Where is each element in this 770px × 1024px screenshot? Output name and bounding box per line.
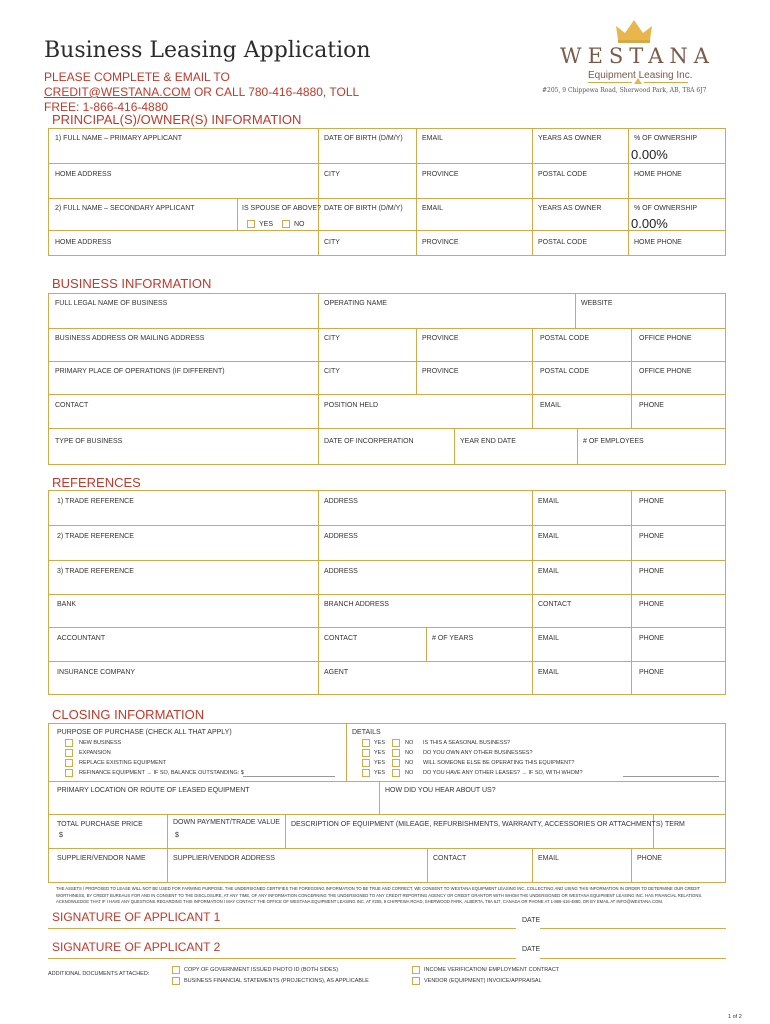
page-number: 1 of 2 [728, 1014, 742, 1020]
incorporation-date-label: DATE OF INCORPERATION [324, 438, 414, 445]
instructions-line-3: FREE: 1-866-416-4880 [44, 100, 169, 114]
signature-applicant-1-label: SIGNATURE OF APPLICANT 1 [52, 910, 221, 924]
spouse-yes-checkbox[interactable] [247, 220, 255, 228]
primary-province-label: PROVINCE [422, 171, 459, 178]
total-price-dollar: $ [59, 832, 63, 839]
signature-applicant-1-line[interactable] [48, 928, 516, 929]
additional-docs-label: ADDITIONAL DOCUMENTS ATTACHED: [48, 971, 150, 977]
insurance-label: INSURANCE COMPANY [57, 669, 136, 676]
expansion-label: EXPANSION [79, 750, 111, 756]
gov-id-checkbox[interactable] [172, 966, 180, 974]
consent-line-3: ACKNOWLEDGE THAT IF I HAVE ANY QUESTIONS REGARDING THIS INFORMATION I MAY CONTACT THE OFFICE OF WESTANA EQUIPMENT LEASING INC. AT #205, 9 CHIPPEWA ROAD, SHERWOOD PARK, ALBERTA, T8A 6J7, CANADA OR PHONE AT 1-866-416-4880, OR BY EMAIL AT INFO@WESTANA.COM. [56, 899, 664, 904]
supplier-contact-label: CONTACT [433, 855, 467, 862]
signature-2-date-line[interactable] [540, 958, 726, 959]
equipment-description-label: DESCRIPTION OF EQUIPMENT (MILEAGE, REFURBISHMENTS, WARRANTY, ACCESSORIES OR ATTACHMENTS) [291, 821, 663, 828]
new-business-checkbox[interactable] [65, 739, 73, 747]
position-label: POSITION HELD [324, 402, 379, 409]
accountant-contact-label: CONTACT [324, 635, 358, 642]
company-address: #205, 9 Chippewa Road, Sherwood Park, AB, T8A 6J7 [542, 87, 707, 94]
trade-ref-3-address-label: ADDRESS [324, 568, 358, 575]
business-phone-label: PHONE [639, 402, 664, 409]
primary-home-phone-label: HOME PHONE [634, 171, 682, 178]
other-leases-question: DO YOU HAVE ANY OTHER LEASES? → IF SO, WITH WHOM? [423, 770, 583, 776]
secondary-ownership-label: % OF OWNERSHIP [634, 205, 698, 212]
signature-2-date-label: DATE [522, 946, 541, 953]
other-business-yes-label: YES [374, 750, 386, 756]
seasonal-question: IS THIS A SEASONAL BUSINESS? [423, 740, 511, 746]
primary-place-phone-label: OFFICE PHONE [639, 368, 692, 375]
spouse-no-checkbox[interactable] [282, 220, 290, 228]
operating-name-label: OPERATING NAME [324, 300, 387, 307]
primary-place-label: PRIMARY PLACE OF OPERATIONS (IF DIFFERENT) [55, 368, 225, 375]
spouse-question-label: IS SPOUSE OF ABOVE? [242, 205, 321, 212]
gov-id-label: COPY OF GOVERNMENT ISSUED PHOTO ID (BOTH SIDES) [184, 967, 339, 973]
insurance-agent-label: AGENT [324, 669, 349, 676]
consent-line-1: THE ASSETS / PROPOSED TO LEASE WILL NOT BE USED FOR FARMING PURPOSE. THE UNDERSIGNED CERTIFIES THE FOREGOING INFORMATION TO BE TRUE AND CORRECT. WE CONSENT TO WESTANA EQUIPMENT LEASING INC. COLLECTING AND USING THIS INFORMATION IN ORDER TO DETERMINE OUR CREDIT [56, 886, 701, 891]
secondary-email-label: EMAIL [422, 205, 444, 212]
trade-ref-2-label: 2) TRADE REFERENCE [57, 533, 134, 540]
logo-triangle-icon [634, 78, 642, 84]
branch-address-label: BRANCH ADDRESS [324, 601, 389, 608]
other-leases-yes-checkbox[interactable] [362, 769, 370, 777]
how-heard-label: HOW DID YOU HEAR ABOUT US? [385, 787, 496, 794]
term-label: TERM [665, 821, 685, 828]
accountant-years-label: # OF YEARS [432, 635, 474, 642]
other-leases-no-checkbox[interactable] [392, 769, 400, 777]
supplier-address-label: SUPPLIER/VENDOR ADDRESS [173, 855, 275, 862]
total-price-label: TOTAL PURCHASE PRICE [57, 821, 143, 828]
section-business-heading: BUSINESS INFORMATION [52, 276, 212, 291]
bank-label: BANK [57, 601, 77, 608]
purpose-label: PURPOSE OF PURCHASE (CHECK ALL THAT APPLY) [57, 729, 232, 736]
details-label: DETAILS [352, 729, 381, 736]
seasonal-no-checkbox[interactable] [392, 739, 400, 747]
expansion-checkbox[interactable] [65, 749, 73, 757]
other-operator-yes-checkbox[interactable] [362, 759, 370, 767]
accountant-label: ACCOUNTANT [57, 635, 106, 642]
section-closing-heading: CLOSING INFORMATION [52, 707, 205, 722]
consent-line-2: WORTHINESS, BY CREDIT BUREAUS FOR AND IN CONSENT TO THE DISCLOSURE, AT ANY TIME, OF ANY INFORMATION CONCERNING THE UNDERSIGNED TO ANY CREDIT REPORTING AGENCY OR CREDIT GRANTOR WITH WHOM THE UNDERSIGNED OR WESTANA EQUIPMENT LEASING INC. HAS FINANCIAL RELATIONS. [56, 892, 703, 898]
trade-ref-2-email-label: EMAIL [538, 533, 560, 540]
secondary-years-owner-label: YEARS AS OWNER [538, 205, 602, 212]
financials-label: BUSINESS FINANCIAL STATEMENTS (PROJECTIONS), AS APPLICABLE [184, 978, 369, 984]
accountant-phone-label: PHONE [639, 635, 664, 642]
business-grid [48, 293, 726, 465]
secondary-province-label: PROVINCE [422, 239, 459, 246]
trade-ref-1-email-label: EMAIL [538, 498, 560, 505]
replace-equipment-checkbox[interactable] [65, 759, 73, 767]
secondary-dob-label: DATE OF BIRTH (D/M/Y) [324, 205, 403, 212]
trade-ref-1-address-label: ADDRESS [324, 498, 358, 505]
insurance-phone-label: PHONE [639, 669, 664, 676]
other-operator-no-label: NO [405, 760, 414, 766]
signature-1-date-line[interactable] [540, 928, 726, 929]
seasonal-no-label: NO [405, 740, 414, 746]
bank-contact-label: CONTACT [538, 601, 572, 608]
accountant-email-label: EMAIL [538, 635, 560, 642]
logo-rule-left [588, 82, 632, 83]
section-principals-heading: PRINCIPAL(S)/OWNER(S) INFORMATION [52, 112, 302, 127]
logo-wordmark: WESTANA [560, 44, 715, 68]
financials-checkbox[interactable] [172, 977, 180, 985]
secondary-ownership-value[interactable]: 0.00% [631, 216, 668, 231]
vendor-invoice-label: VENDOR (EQUIPMENT) INVOICE/APPRAISAL [424, 978, 542, 984]
email-link[interactable]: CREDIT@WESTANA.COM [44, 85, 191, 99]
other-business-no-label: NO [405, 750, 414, 756]
business-email-label: EMAIL [540, 402, 562, 409]
spouse-yes-label: YES [259, 221, 274, 228]
other-business-yes-checkbox[interactable] [362, 749, 370, 757]
other-leases-whom-line[interactable] [623, 776, 719, 777]
section-references-heading: REFERENCES [52, 475, 141, 490]
primary-place-city-label: CITY [324, 368, 340, 375]
other-operator-no-checkbox[interactable] [392, 759, 400, 767]
trade-ref-1-label: 1) TRADE REFERENCE [57, 498, 134, 505]
income-verification-label: INCOME VERIFICATION/ EMPLOYMENT CONTRACT [424, 967, 560, 973]
seasonal-yes-checkbox[interactable] [362, 739, 370, 747]
trade-ref-2-phone-label: PHONE [639, 533, 664, 540]
secondary-city-label: CITY [324, 239, 340, 246]
bank-phone-label: PHONE [639, 601, 664, 608]
other-leases-yes-label: YES [374, 770, 386, 776]
legal-name-label: FULL LEGAL NAME OF BUSINESS [55, 300, 168, 307]
primary-location-label: PRIMARY LOCATION OR ROUTE OF LEASED EQUIPMENT [57, 787, 250, 794]
type-of-business-label: TYPE OF BUSINESS [55, 438, 123, 445]
primary-ownership-value[interactable]: 0.00% [631, 147, 668, 162]
consent-text [56, 886, 716, 906]
secondary-full-name-label: 2) FULL NAME – SECONDARY APPLICANT [55, 205, 195, 212]
logo-subtitle: Equipment Leasing Inc. [588, 70, 693, 81]
refinance-checkbox[interactable] [65, 769, 73, 777]
secondary-home-address-label: HOME ADDRESS [55, 239, 112, 246]
secondary-home-phone-label: HOME PHONE [634, 239, 682, 246]
supplier-email-label: EMAIL [538, 855, 560, 862]
trade-ref-2-address-label: ADDRESS [324, 533, 358, 540]
primary-place-postal-label: POSTAL CODE [540, 368, 590, 375]
other-leases-no-label: NO [405, 770, 414, 776]
principals-grid [48, 128, 726, 256]
crown-logo-icon [614, 18, 654, 44]
business-postal-label: POSTAL CODE [540, 335, 590, 342]
primary-full-name-label: 1) FULL NAME – PRIMARY APPLICANT [55, 135, 183, 142]
refinance-label: REFINANCE EQUIPMENT → IF SO, BALANCE OUTSTANDING: $ [79, 770, 244, 776]
signature-applicant-2-label: SIGNATURE OF APPLICANT 2 [52, 940, 221, 954]
employees-label: # OF EMPLOYEES [583, 438, 644, 445]
replace-equipment-label: REPLACE EXISTING EQUIPMENT [79, 760, 167, 766]
instructions-line-2 [44, 85, 359, 99]
business-city-label: CITY [324, 335, 340, 342]
primary-dob-label: DATE OF BIRTH (D/M/Y) [324, 135, 403, 142]
references-grid [48, 490, 726, 695]
other-operator-yes-label: YES [374, 760, 386, 766]
business-address-label: BUSINESS ADDRESS OR MAILING ADDRESS [55, 335, 205, 342]
logo-rule-right [644, 82, 688, 83]
signature-1-date-label: DATE [522, 917, 541, 924]
secondary-postal-label: POSTAL CODE [538, 239, 588, 246]
trade-ref-1-phone-label: PHONE [639, 498, 664, 505]
signature-applicant-2-line[interactable] [48, 958, 516, 959]
spouse-no-label: NO [294, 221, 305, 228]
trade-ref-3-label: 3) TRADE REFERENCE [57, 568, 134, 575]
business-province-label: PROVINCE [422, 335, 459, 342]
primary-years-owner-label: YEARS AS OWNER [538, 135, 602, 142]
other-business-no-checkbox[interactable] [392, 749, 400, 757]
business-office-phone-label: OFFICE PHONE [639, 335, 692, 342]
seasonal-yes-label: YES [374, 740, 386, 746]
form-title: Business Leasing Application [44, 38, 371, 63]
website-label: WEBSITE [581, 300, 613, 307]
closing-grid [48, 723, 726, 883]
year-end-label: YEAR END DATE [460, 438, 516, 445]
primary-email-label: EMAIL [422, 135, 444, 142]
balance-outstanding-line[interactable] [243, 776, 335, 777]
trade-ref-3-phone-label: PHONE [639, 568, 664, 575]
vendor-invoice-checkbox[interactable] [412, 977, 420, 985]
primary-place-province-label: PROVINCE [422, 368, 459, 375]
primary-city-label: CITY [324, 171, 340, 178]
down-payment-label: DOWN PAYMENT/TRADE VALUE [173, 819, 280, 826]
primary-home-address-label: HOME ADDRESS [55, 171, 112, 178]
primary-postal-label: POSTAL CODE [538, 171, 588, 178]
instructions-line-1: PLEASE COMPLETE & EMAIL TO [44, 70, 230, 84]
other-business-question: DO YOU OWN ANY OTHER BUSINESSES? [423, 750, 533, 756]
supplier-name-label: SUPPLIER/VENDOR NAME [57, 855, 146, 862]
other-operator-question: WILL SOMEONE ELSE BE OPERATING THIS EQUIPMENT? [423, 760, 575, 766]
contact-label: CONTACT [55, 402, 89, 409]
instructions-call: OR CALL 780-416-4880, TOLL [190, 85, 360, 99]
new-business-label: NEW BUSINESS [79, 740, 122, 746]
supplier-phone-label: PHONE [637, 855, 662, 862]
down-payment-dollar: $ [175, 832, 179, 839]
income-verification-checkbox[interactable] [412, 966, 420, 974]
trade-ref-3-email-label: EMAIL [538, 568, 560, 575]
primary-ownership-label: % OF OWNERSHIP [634, 135, 698, 142]
insurance-email-label: EMAIL [538, 669, 560, 676]
